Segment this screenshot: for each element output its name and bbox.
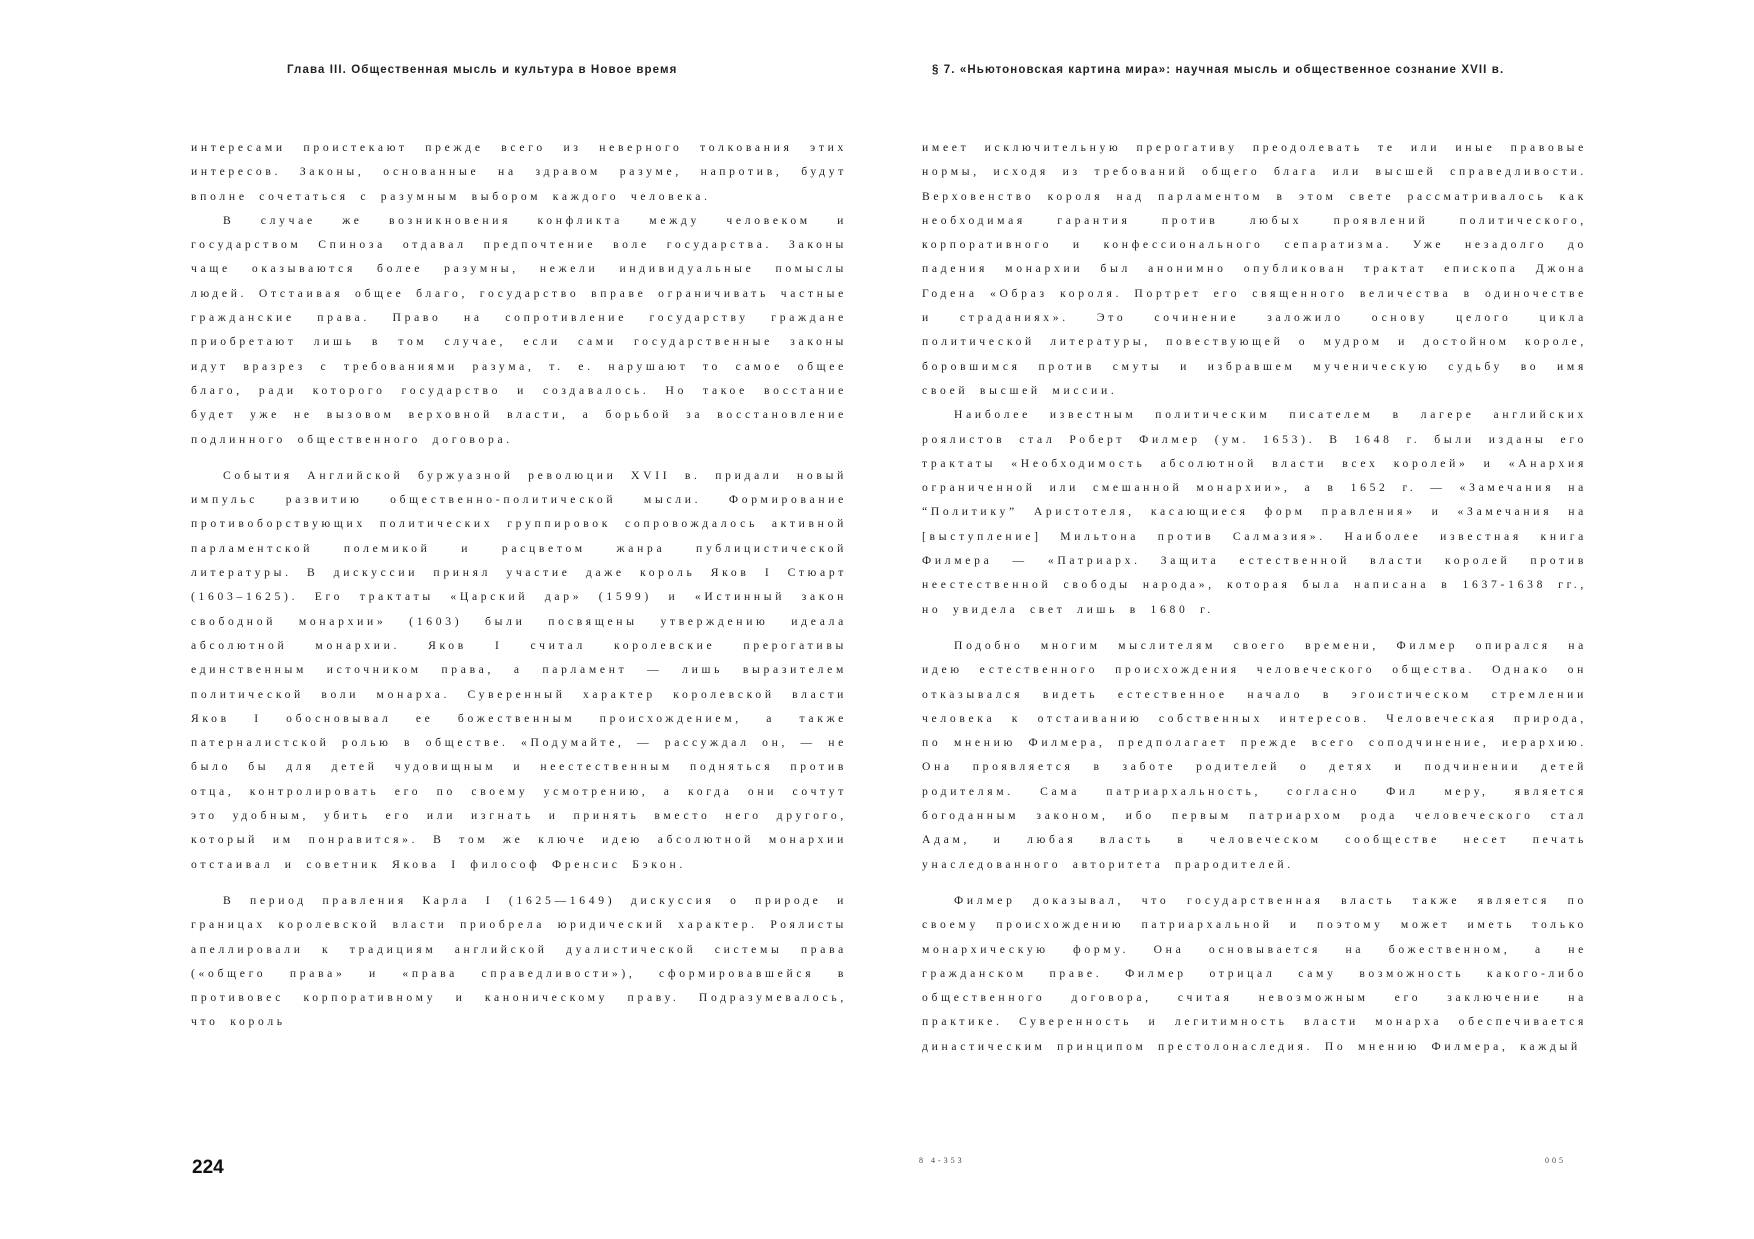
- running-header-left: Глава III. Общественная мысль и культура в Новое время: [287, 64, 678, 76]
- text-column-right: [922, 136, 1587, 1059]
- paragraph: События Английской буржуазной революции XVII в. придали новый импульс развитию общественно-политической мысли. Формирование противоборствующих политических группировок сопровождалось активной парламентской полемикой и расцветом жанра публицистической литературы. В дискуссии принял участие даже король Яков I Стюарт (1603–1625). Его трактаты «Царский дар» (1599) и «Истинный закон свободной монархии» (1603) были посвящены утверждению идеала абсолютной монархии. Яков I считал королевские прерогативы единственным источником права, а парламент — лишь выразителем политической воли монарха. Суверенный характер королевской власти Яков I обосновывал ее божественным происхождением, а также патерналистской ролью в обществе. «Подумайте, — рассуждал он, — не было бы для детей чудовищным и неестественным подняться против отца, контролировать его по своему усмотрению, а когда они сочтут это удобным, убить его или изгнать и принять вместо него другого, который им понравится». В том же ключе идею абсолютной монархии отстаивал и советник Якова I философ Френсис Бэкон.: [191, 468, 847, 871]
- paragraph: В период правления Карла I (1625—1649) дискуссия о природе и границах королевской власти приобрела юридический характер. Роялисты апеллировали к традициям английской дуалистической системы права («общего права» и «права справедливости»), сформировавшейся в противовес корпоративному и каноническому праву. Подразумевалось, что король: [191, 893, 847, 1029]
- printer-signature: 8 4-353: [919, 1156, 965, 1165]
- paragraph: Подобно многим мыслителям своего времени, Филмер опирался на идею естественного происхождения человеческого общества. Однако он отказывался видеть естественное начало в эгоистическом стремлении человека к отстаиванию собственных интересов. Человеческая природа, по мнению Филмера, предполагает прежде всего соподчинение, иерархию. Она проявляется в заботе родителей о детях и подчинении детей родителям. Сама патриархальность, согласно Фил меру, является богоданным законом, ибо первым патриархом рода человеческого стал Адам, и любая власть в человеческом сообществе несет печать унаследованного авторитета прародителей.: [922, 638, 1587, 871]
- paragraph: Наиболее известным политическим писателем в лагере английских роялистов стал Роберт Филмер (ум. 1653). В 1648 г. были изданы его трактаты «Необходимость абсолютной власти всех королей» и «Анархия ограниченной или смешанной монархии», а в 1652 г. — «Замечания на “Политику” Аристотеля, касающиеся форм правления» и «Замечания на [выступление] Мильтона против Салмазия». Наиболее известная книга Филмера — «Патриарх. Защита естественной власти королей против неестественной свободы народа», которая была написана в 1637-1638 гг., но увидела свет лишь в 1680 г.: [922, 408, 1587, 616]
- paragraph: В случае же возникновения конфликта между человеком и государством Спиноза отдавал предпочтение воле государства. Законы чаще оказываются более разумны, нежели индивидуальные помыслы людей. Отстаивая общее благо, государство вправе ограничивать частные гражданские права. Право на сопротивление государству граждане приобретают лишь в том случае, если сами государственные законы идут вразрез с требованиями разума, т. е. нарушают то самое общее благо, ради которого государство и создавалось. Но такое восстание будет уже не вызовом верховной власти, а борьбой за восстановление подлинного общественного договора.: [191, 213, 847, 446]
- printer-code: 005: [1545, 1156, 1566, 1165]
- paragraph: имеет исключительную прерогативу преодолевать те или иные правовые нормы, исходя из требований общего блага или высшей справедливости. Верховенство короля над парламентом в этом свете рассматривалось как необходимая гарантия против любых проявлений политического, корпоративного и конфессионального сепаратизма. Уже незадолго до падения монархии был анонимно опубликован трактат епископа Джона Годена «Образ короля. Портрет его священного величества в одиночестве и страданиях». Это сочинение заложило основу целого цикла политической литературы, повествующей о мудром и достойном короле, боровшимся против смуты и избравшем мученическую судьбу во имя своей высшей миссии.: [922, 141, 1587, 397]
- running-header-right: § 7. «Ньютоновская картина мира»: научная мысль и общественное сознание XVII в.: [932, 64, 1505, 76]
- page-number: 224: [192, 1157, 224, 1178]
- right-page: [877, 0, 1754, 1239]
- paragraph: Филмер доказывал, что государственная власть также является по своему происхождению патриархальной и поэтому может иметь только монархическую форму. Она основывается на божественном, а не гражданском праве. Филмер отрицал саму возможность какого-либо общественного договора, считая невозможным его заключение на практике. Суверенность и легитимность власти монарха обеспечивается династическим принципом престолонаследия. По мнению Филмера, каждый: [922, 893, 1587, 1053]
- text-column-left: [191, 136, 847, 1035]
- paragraph: интересами проистекают прежде всего из неверного толкования этих интересов. Законы, основанные на здравом разуме, напротив, будут вполне сочетаться с разумным выбором каждого человека.: [191, 141, 847, 203]
